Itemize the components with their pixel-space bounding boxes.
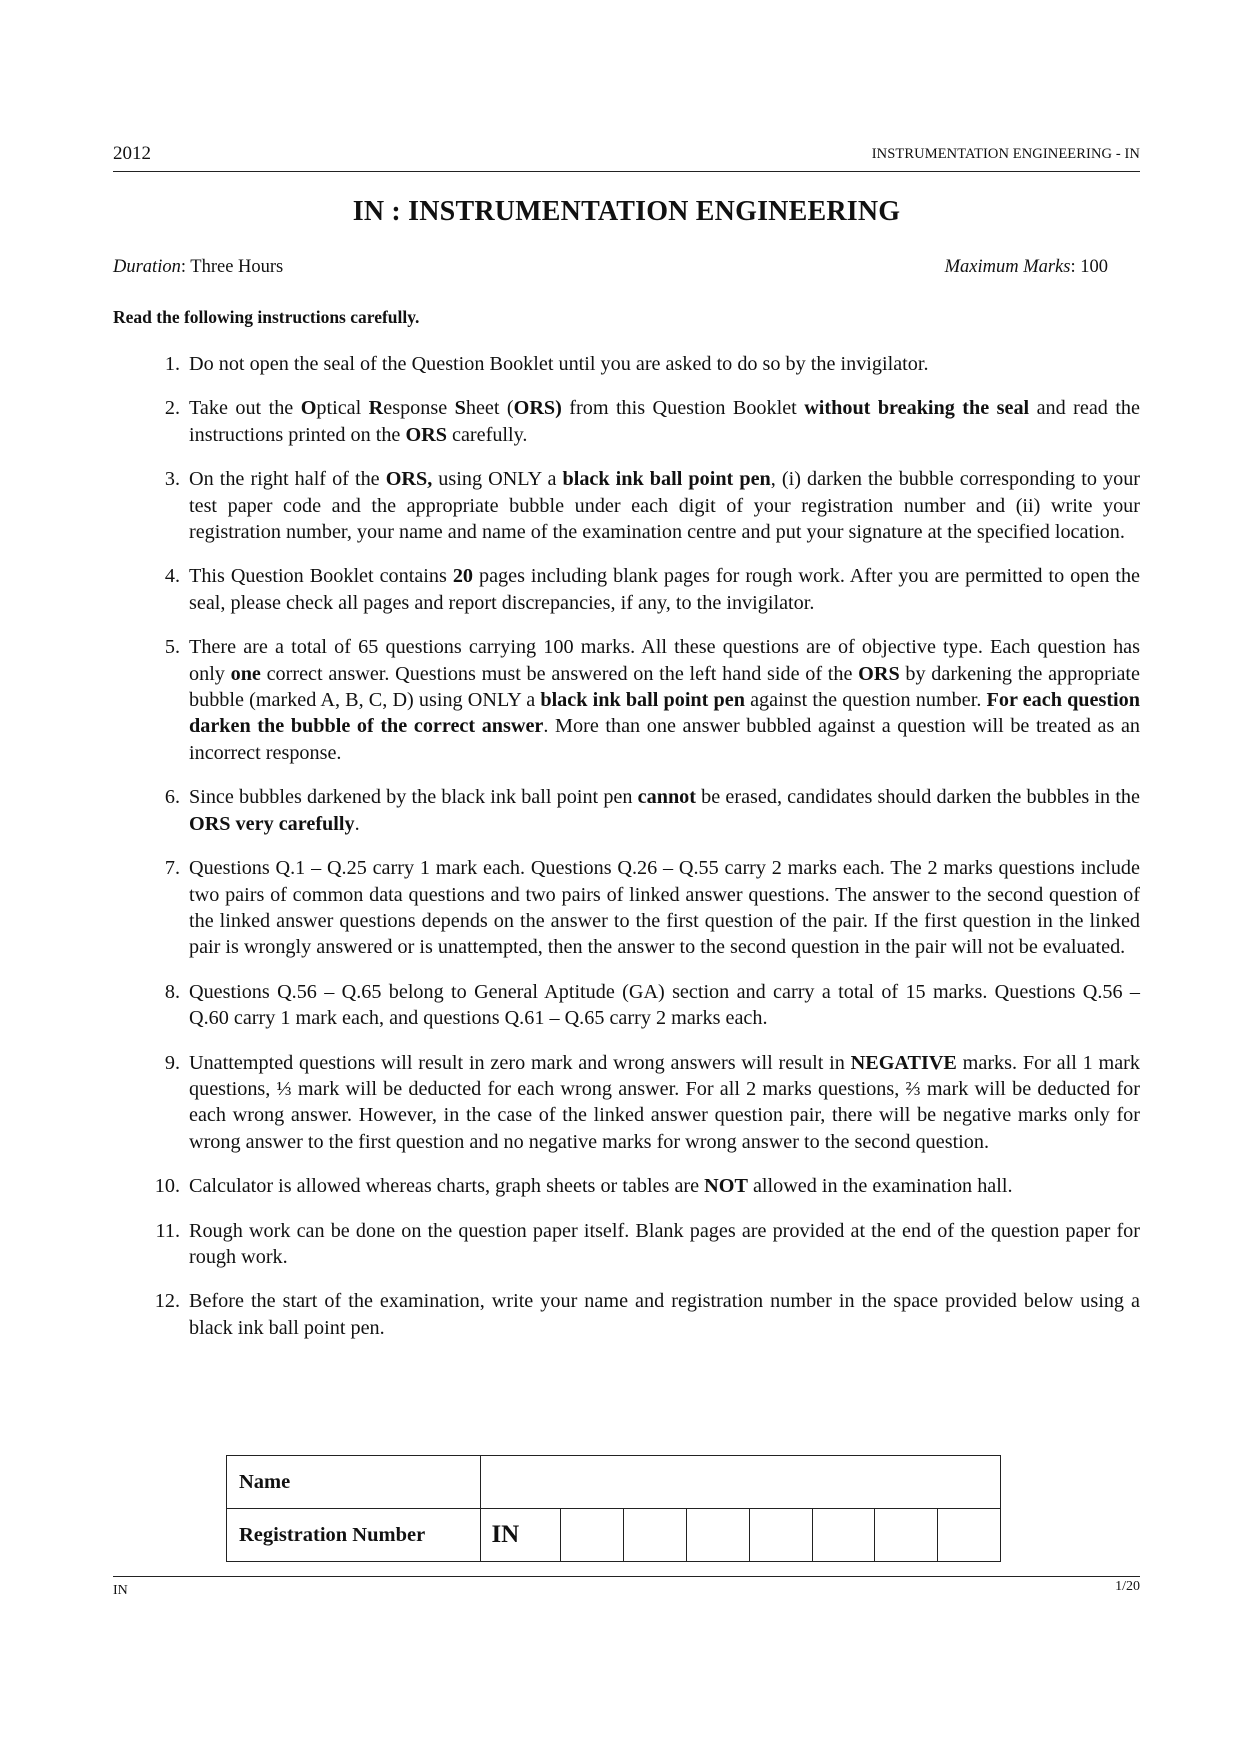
instruction-item	[150, 1050, 1140, 1156]
instruction-item	[150, 1173, 1140, 1199]
instruction-text: Before the start of the examination, write your name and registration number in the space provided below using a black ink ball point pen.	[189, 1290, 1140, 1339]
instruction-text: On the right half of the ORS, using ONLY a black ink ball point pen, (i) darken the bubble corresponding to your test paper code and the appropriate bubble under each digit of your registration number and (ii) write your registration number, your name and name of the examination centre and put your signature at the specified location.	[189, 468, 1141, 544]
instruction-number: 1.	[164, 353, 180, 375]
instruction-item	[150, 855, 1140, 961]
exam-meta	[113, 257, 1108, 281]
instruction-item	[150, 466, 1140, 545]
instruction-number: 2.	[164, 397, 180, 420]
instruction-text: Do not open the seal of the Question Booklet until you are asked to do so by the invigilator.	[189, 353, 929, 375]
instruction-text: Calculator is allowed whereas charts, graph sheets or tables are NOT allowed in the examination hall.	[189, 1175, 1013, 1198]
instruction-item	[150, 395, 1140, 448]
registration-row	[227, 1509, 1001, 1562]
instructions-list	[150, 351, 1140, 1359]
instruction-item	[150, 979, 1140, 1032]
name-field[interactable]	[481, 1456, 1001, 1509]
registration-digit-box[interactable]	[749, 1509, 812, 1562]
instruction-item	[150, 563, 1140, 616]
instruction-item	[150, 784, 1140, 837]
instruction-text: Questions Q.56 – Q.65 belong to General Aptitude (GA) section and carry a total of 15 marks. Questions Q.56 – Q.60 carry 1 mark each, and questions Q.61 – Q.65 carry 2 marks each.	[189, 980, 1140, 1030]
name-label: Name	[227, 1456, 481, 1509]
instruction-number: 11.	[155, 1219, 180, 1242]
page-title: IN : INSTRUMENTATION ENGINEERING	[352, 196, 901, 227]
instruction-text: There are a total of 65 questions carrying 100 marks. All these questions are of objective type. Each question has only one correct answer. Questions must be answered on the left hand side of the ORS by darkening the appropriate bubble (marked A, B, C, D) using ONLY a black ink ball point pen against the question number. For each question darken the bubble of the correct answer. More than one answer bubbled against a question will be treated as an incorrect response.	[189, 636, 1140, 764]
registration-digit-box[interactable]	[812, 1509, 875, 1562]
footer-paper-code: IN	[113, 1583, 128, 1598]
instruction-number: 8.	[164, 980, 180, 1003]
header-subject: INSTRUMENTATION ENGINEERING - IN	[871, 146, 1140, 162]
instruction-text: Since bubbles darkened by the black ink ball point pen cannot be erased, candidates should darken the bubbles in the ORS very carefully.	[189, 786, 1140, 835]
maximum-marks	[945, 257, 1108, 278]
registration-digit-box[interactable]	[686, 1509, 749, 1562]
registration-digit-box[interactable]	[875, 1509, 938, 1562]
instruction-number: 12.	[154, 1290, 180, 1313]
instruction-number: 10.	[154, 1175, 180, 1198]
exam-year: 2012	[113, 143, 151, 164]
instructions-heading: Read the following instructions carefully.	[113, 307, 420, 327]
instruction-number: 6.	[164, 786, 180, 809]
max-marks-value: : 100	[1070, 257, 1108, 277]
instruction-number: 9.	[164, 1051, 180, 1074]
instruction-number: 4.	[164, 565, 180, 588]
page-footer	[113, 1576, 1140, 1601]
instruction-text: Questions Q.1 – Q.25 carry 1 mark each. Questions Q.26 – Q.55 carry 2 marks each. The 2 marks questions include two pairs of common data questions and two pairs of linked answer questions. The answer to the second question of the linked answer questions depends on the answer to the first question of the pair. If the first question in the linked pair is wrongly answered or is unattempted, then the answer to the second question in the pair will not be evaluated.	[189, 857, 1140, 959]
instruction-item	[150, 1288, 1140, 1341]
instruction-number: 5.	[164, 636, 180, 659]
instruction-item	[150, 634, 1140, 766]
max-marks-label: Maximum Marks	[944, 257, 1071, 277]
instruction-item	[150, 351, 1140, 377]
instruction-text: Rough work can be done on the question paper itself. Blank pages are provided at the end of the question paper for rough work.	[189, 1219, 1140, 1268]
exam-page	[113, 0, 1140, 1754]
name-row	[227, 1456, 1001, 1509]
registration-label: Registration Number	[227, 1509, 481, 1562]
instruction-text: This Question Booklet contains 20 pages including blank pages for rough work. After you are permitted to open the seal, please check all pages and report discrepancies, if any, to the invigilator.	[189, 565, 1141, 614]
page-number: 1/20	[1115, 1579, 1140, 1594]
registration-digit-box[interactable]	[938, 1509, 1001, 1562]
instruction-text: Take out the Optical Response Sheet (ORS) from this Question Booklet without breaking the seal and read the instructions printed on the ORS carefully.	[189, 397, 1140, 446]
duration-value: : Three Hours	[180, 257, 284, 277]
duration	[113, 257, 283, 278]
page-header	[113, 143, 1140, 172]
candidate-details-table	[226, 1455, 1001, 1562]
instruction-text: Unattempted questions will result in zero mark and wrong answers will result in NEGATIVE marks. For all 1 mark questions, ⅓ mark will be deducted for each wrong answer. For all 2 marks questions, ⅔ mark will be deducted for each wrong answer. However, in the case of the linked answer question pair, there will be negative marks only for wrong answer to the first question and no negative marks for wrong answer to the second question.	[189, 1051, 1140, 1153]
instruction-number: 7.	[164, 857, 180, 880]
instruction-number: 3.	[164, 468, 180, 491]
registration-digit-box[interactable]	[624, 1509, 687, 1562]
duration-label: Duration	[113, 257, 181, 277]
instruction-item	[150, 1218, 1140, 1271]
registration-prefix: IN	[481, 1509, 561, 1562]
registration-digit-box[interactable]	[561, 1509, 624, 1562]
